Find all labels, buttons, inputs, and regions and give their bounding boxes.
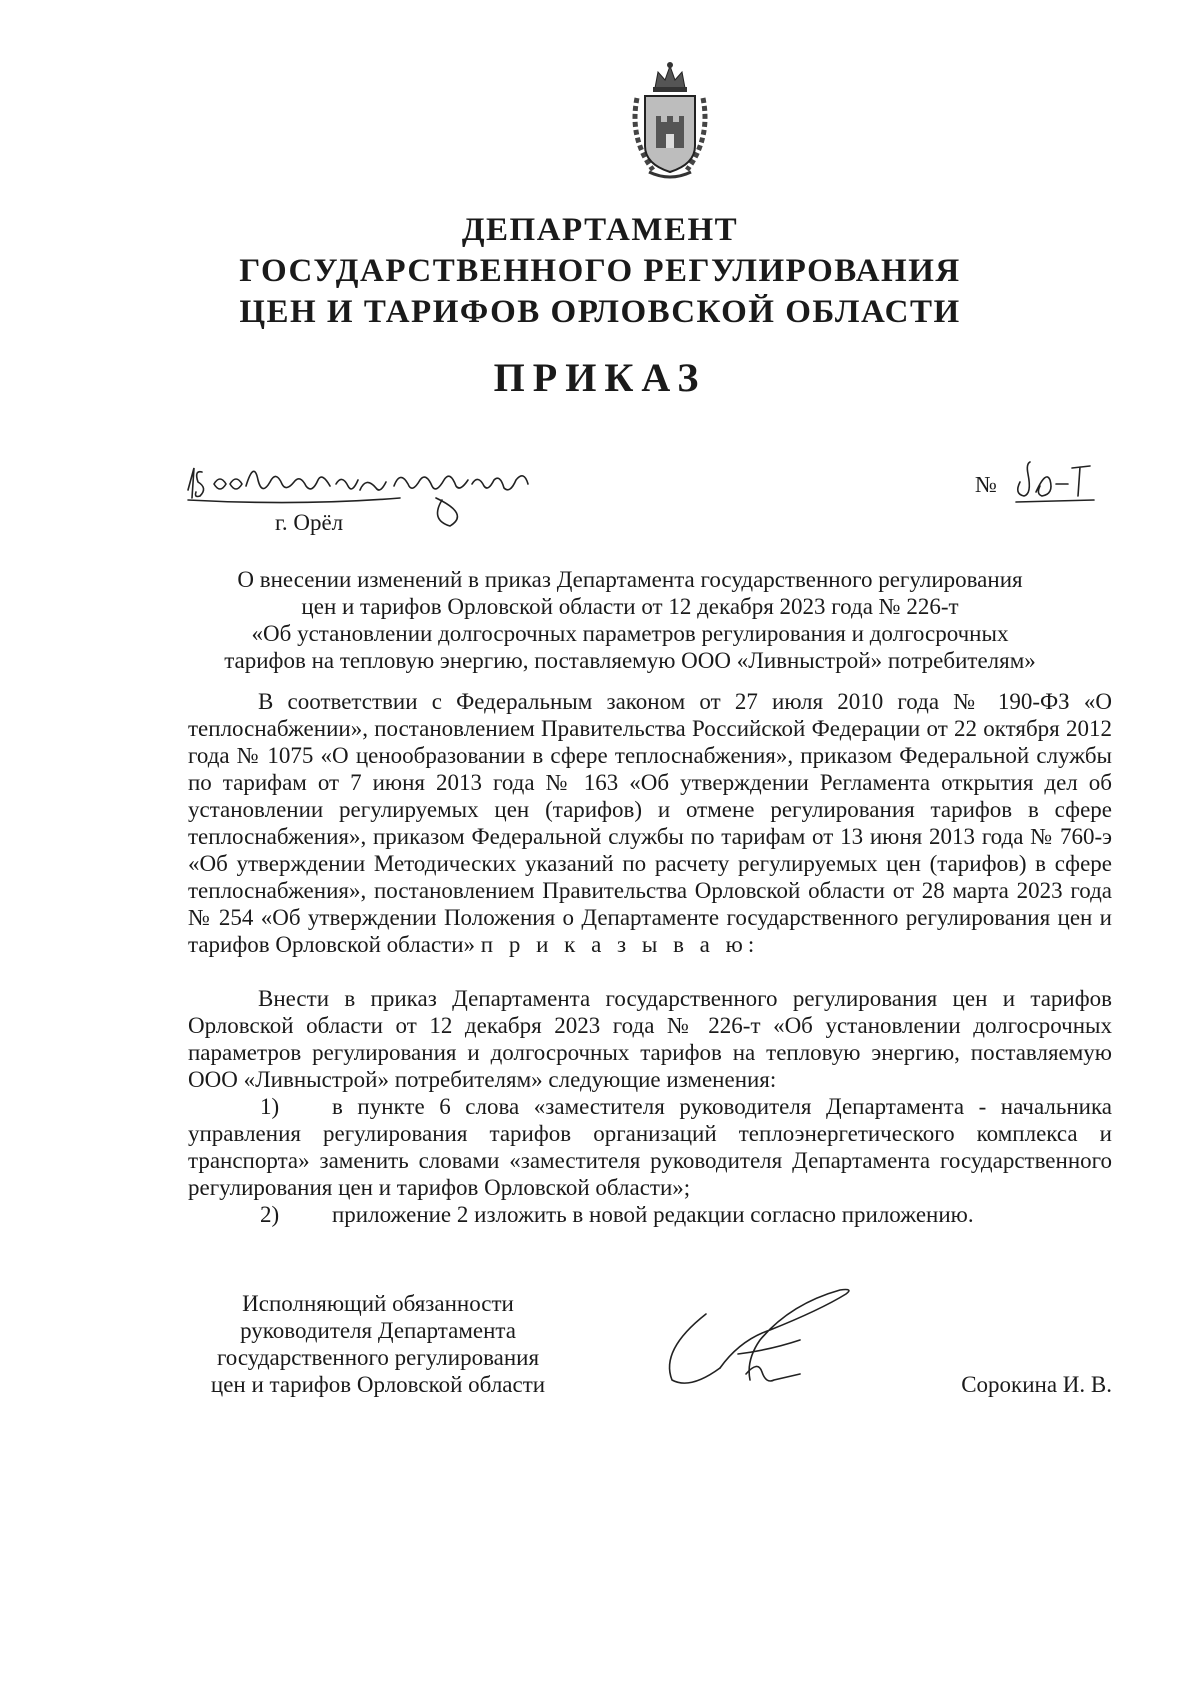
handwritten-signature [650,1280,870,1400]
position-line: руководителя Департамента [240,1318,516,1343]
position-line: цен и тарифов Орловской области [210,1372,546,1397]
order-number-label: № [975,472,997,497]
position-line: Исполняющий обязанности [242,1291,514,1316]
department-name [200,210,1000,333]
signatory-name: Сорокина И. В. [961,1372,1112,1397]
title-line: цен и тарифов Орловской области от 12 декабря 2023 года № 226-т [301,594,959,619]
list-item [188,1093,1112,1201]
position-line: государственного регулирования [216,1345,540,1370]
list-item [188,1201,1112,1228]
list-item-text: в пункте 6 слова «заместителя руководителя Департамента - начальника управления регулирования тарифов организаций теплоэнергетического комплекса и транспорта» заменить словами «заместителя руководителя Департамента государственного регулирования цен и тарифов Орловской области»; [188,1094,1112,1200]
handwritten-order-number [1010,456,1100,506]
department-name-line: ДЕПАРТАМЕНТ [461,212,739,248]
order-verb: п р и к а з ы в а ю: [480,932,760,957]
preamble-paragraph [188,688,1112,958]
department-name-line: ЦЕН И ТАРИФОВ ОРЛОВСКОЙ ОБЛАСТИ [239,294,961,330]
document-type-title: ПРИКАЗ [493,355,707,400]
city-label: г. Орёл [275,510,344,535]
title-line: тарифов на тепловую энергию, поставляемую ООО «Ливныстрой» потребителям» [224,648,1036,673]
list-item-number: 1) [260,1094,280,1119]
handwritten-date [180,440,540,530]
order-body [188,688,1112,1228]
title-line: О внесении изменений в приказ Департамента государственного регулирования [237,567,1023,592]
department-name-line: ГОСУДАРСТВЕННОГО РЕГУЛИРОВАНИЯ [239,253,961,289]
list-item-text: приложение 2 изложить в новой редакции согласно приложению. [332,1202,974,1227]
order-subject-title [150,566,1110,674]
list-item-number: 2) [260,1202,280,1227]
signatory-position [188,1290,568,1398]
amendment-paragraph: Внести в приказ Департамента государственного регулирования цен и тарифов Орловской области от 12 декабря 2023 года № 226-т «Об установлении долгосрочных параметров регулирования и долгосрочных тарифов на тепловую энергию, поставляемую ООО «Ливныстрой» потребителям» следующие изменения: [188,986,1112,1092]
coat-of-arms-emblem [625,58,715,182]
title-line: «Об установлении долгосрочных параметров регулирования и долгосрочных [251,621,1009,646]
preamble-text: В соответствии с Федеральным законом от 27 июля 2010 года № 190-ФЗ «О теплоснабжении», постановлением Правительства Российской Федерации от 22 октября 2012 года № 1075 «О ценообразовании в сфере теплоснабжения», приказом Федеральной службы по тарифам от 7 июня 2013 года № 163 «Об утверждении Регламента открытия дел об установлении регулируемых цен (тарифов) и отмене регулирования тарифов в сфере теплоснабжения», приказом Федеральной службы по тарифам от 13 июня 2013 года № 760-э «Об утверждении Методических указаний по расчету регулируемых цен (тарифов) в сфере теплоснабжения», постановлением Правительства Орловской области от 28 марта 2023 года № 254 «Об утверждении Положения о Департаменте государственного регулирования цен и тарифов Орловской области» [188,689,1112,957]
